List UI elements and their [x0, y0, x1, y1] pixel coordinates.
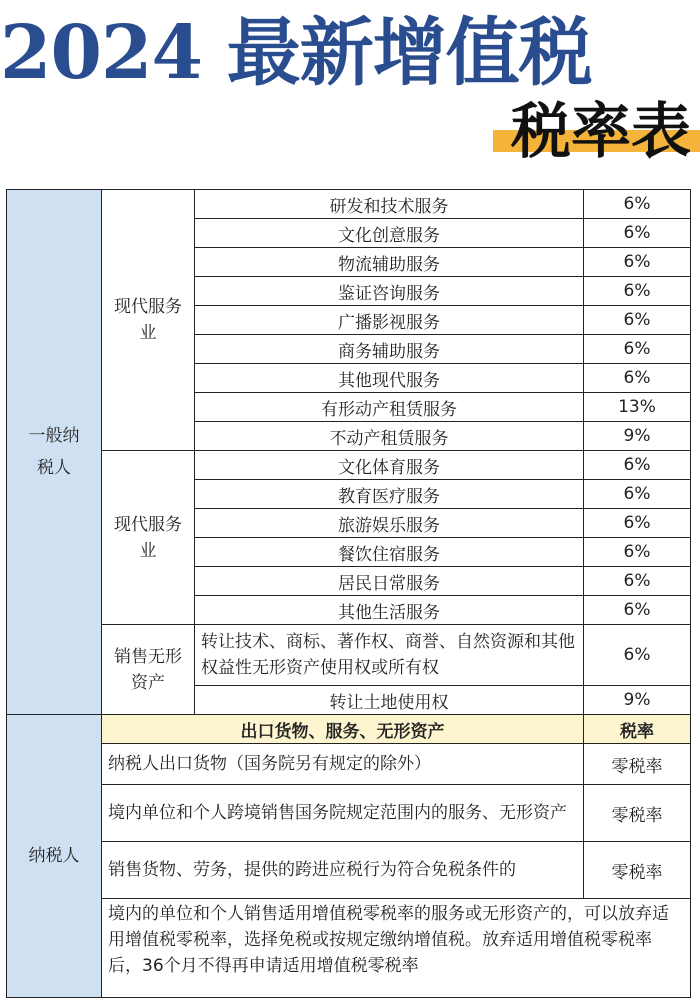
tax-rate-value: 6% [584, 567, 691, 596]
service-item: 居民日常服务 [195, 567, 584, 596]
table-row [7, 625, 691, 686]
tax-rate-value: 6% [584, 364, 691, 393]
table-row [7, 744, 691, 785]
tax-rate-value: 6% [584, 306, 691, 335]
tax-rate-value: 6% [584, 596, 691, 625]
tax-rate-value: 6% [584, 248, 691, 277]
category-general-taxpayer: 一般纳 税人 [7, 190, 102, 715]
tax-rate-table-body [7, 190, 691, 998]
service-item: 商务辅助服务 [195, 335, 584, 364]
subtitle-block [493, 84, 700, 167]
tax-rate-value: 9% [584, 686, 691, 715]
service-item: 餐饮住宿服务 [195, 538, 584, 567]
table-row [7, 842, 691, 899]
tax-rate-value: 6% [584, 538, 691, 567]
zero-rate-value: 零税率 [584, 842, 691, 899]
note-cell [102, 899, 691, 998]
service-item: 不动产租赁服务 [195, 422, 584, 451]
tax-rate-value: 13% [584, 393, 691, 422]
service-item: 教育医疗服务 [195, 480, 584, 509]
service-item: 转让土地使用权 [195, 686, 584, 715]
tax-rate-value: 6% [584, 451, 691, 480]
service-item: 其他生活服务 [195, 596, 584, 625]
export-item: 纳税人出口货物（国务院另有规定的除外） [102, 744, 584, 785]
export-item: 境内单位和个人跨境销售国务院规定范围内的服务、无形资产 [102, 785, 584, 842]
table-row [7, 785, 691, 842]
tax-rate-value: 6% [584, 277, 691, 306]
service-item: 文化创意服务 [195, 219, 584, 248]
service-item: 文化体育服务 [195, 451, 584, 480]
tax-rate-value: 9% [584, 422, 691, 451]
note-text: 境内的单位和个人销售适用增值税零税率的服务或无形资产的，可以放弃适用增值税零税率，选择免税或按规定缴纳增值税。放弃适用增值税零税率后，36个月不得再申请适用增值税零税率 [108, 904, 669, 976]
service-item: 转让技术、商标、著作权、商誉、自然资源和其他权益性无形资产使用权或所有权 [195, 625, 584, 686]
note-row [7, 899, 691, 998]
table-header-row [7, 715, 691, 744]
tax-rate-table [6, 189, 691, 998]
tax-rate-value: 6% [584, 190, 691, 219]
subcategory-label: 现代服务 业 [102, 190, 195, 451]
column-header-rate: 税率 [584, 715, 691, 744]
service-item: 广播影视服务 [195, 306, 584, 335]
subcategory-label: 现代服务 业 [102, 451, 195, 625]
page-subtitle: 税率表 [511, 97, 691, 167]
column-header-item: 出口货物、服务、无形资产 [102, 715, 584, 744]
service-item: 其他现代服务 [195, 364, 584, 393]
tax-rate-value: 6% [584, 509, 691, 538]
tax-rate-value: 6% [584, 480, 691, 509]
service-item: 研发和技术服务 [195, 190, 584, 219]
service-item: 有形动产租赁服务 [195, 393, 584, 422]
tax-rate-value: 6% [584, 219, 691, 248]
category-taxpayer: 纳税人 [7, 715, 102, 998]
service-item: 鉴证咨询服务 [195, 277, 584, 306]
export-item: 销售货物、劳务，提供的跨进应税行为符合免税条件的 [102, 842, 584, 899]
subcategory-label: 销售无形 资产 [102, 625, 195, 715]
service-item: 旅游娱乐服务 [195, 509, 584, 538]
service-item: 物流辅助服务 [195, 248, 584, 277]
table-row [7, 190, 691, 219]
tax-rate-value: 6% [584, 625, 691, 686]
tax-rate-value: 6% [584, 335, 691, 364]
zero-rate-value: 零税率 [584, 744, 691, 785]
table-row [7, 451, 691, 480]
zero-rate-value: 零税率 [584, 785, 691, 842]
page-title: 2024 最新增值税 [0, 10, 592, 96]
